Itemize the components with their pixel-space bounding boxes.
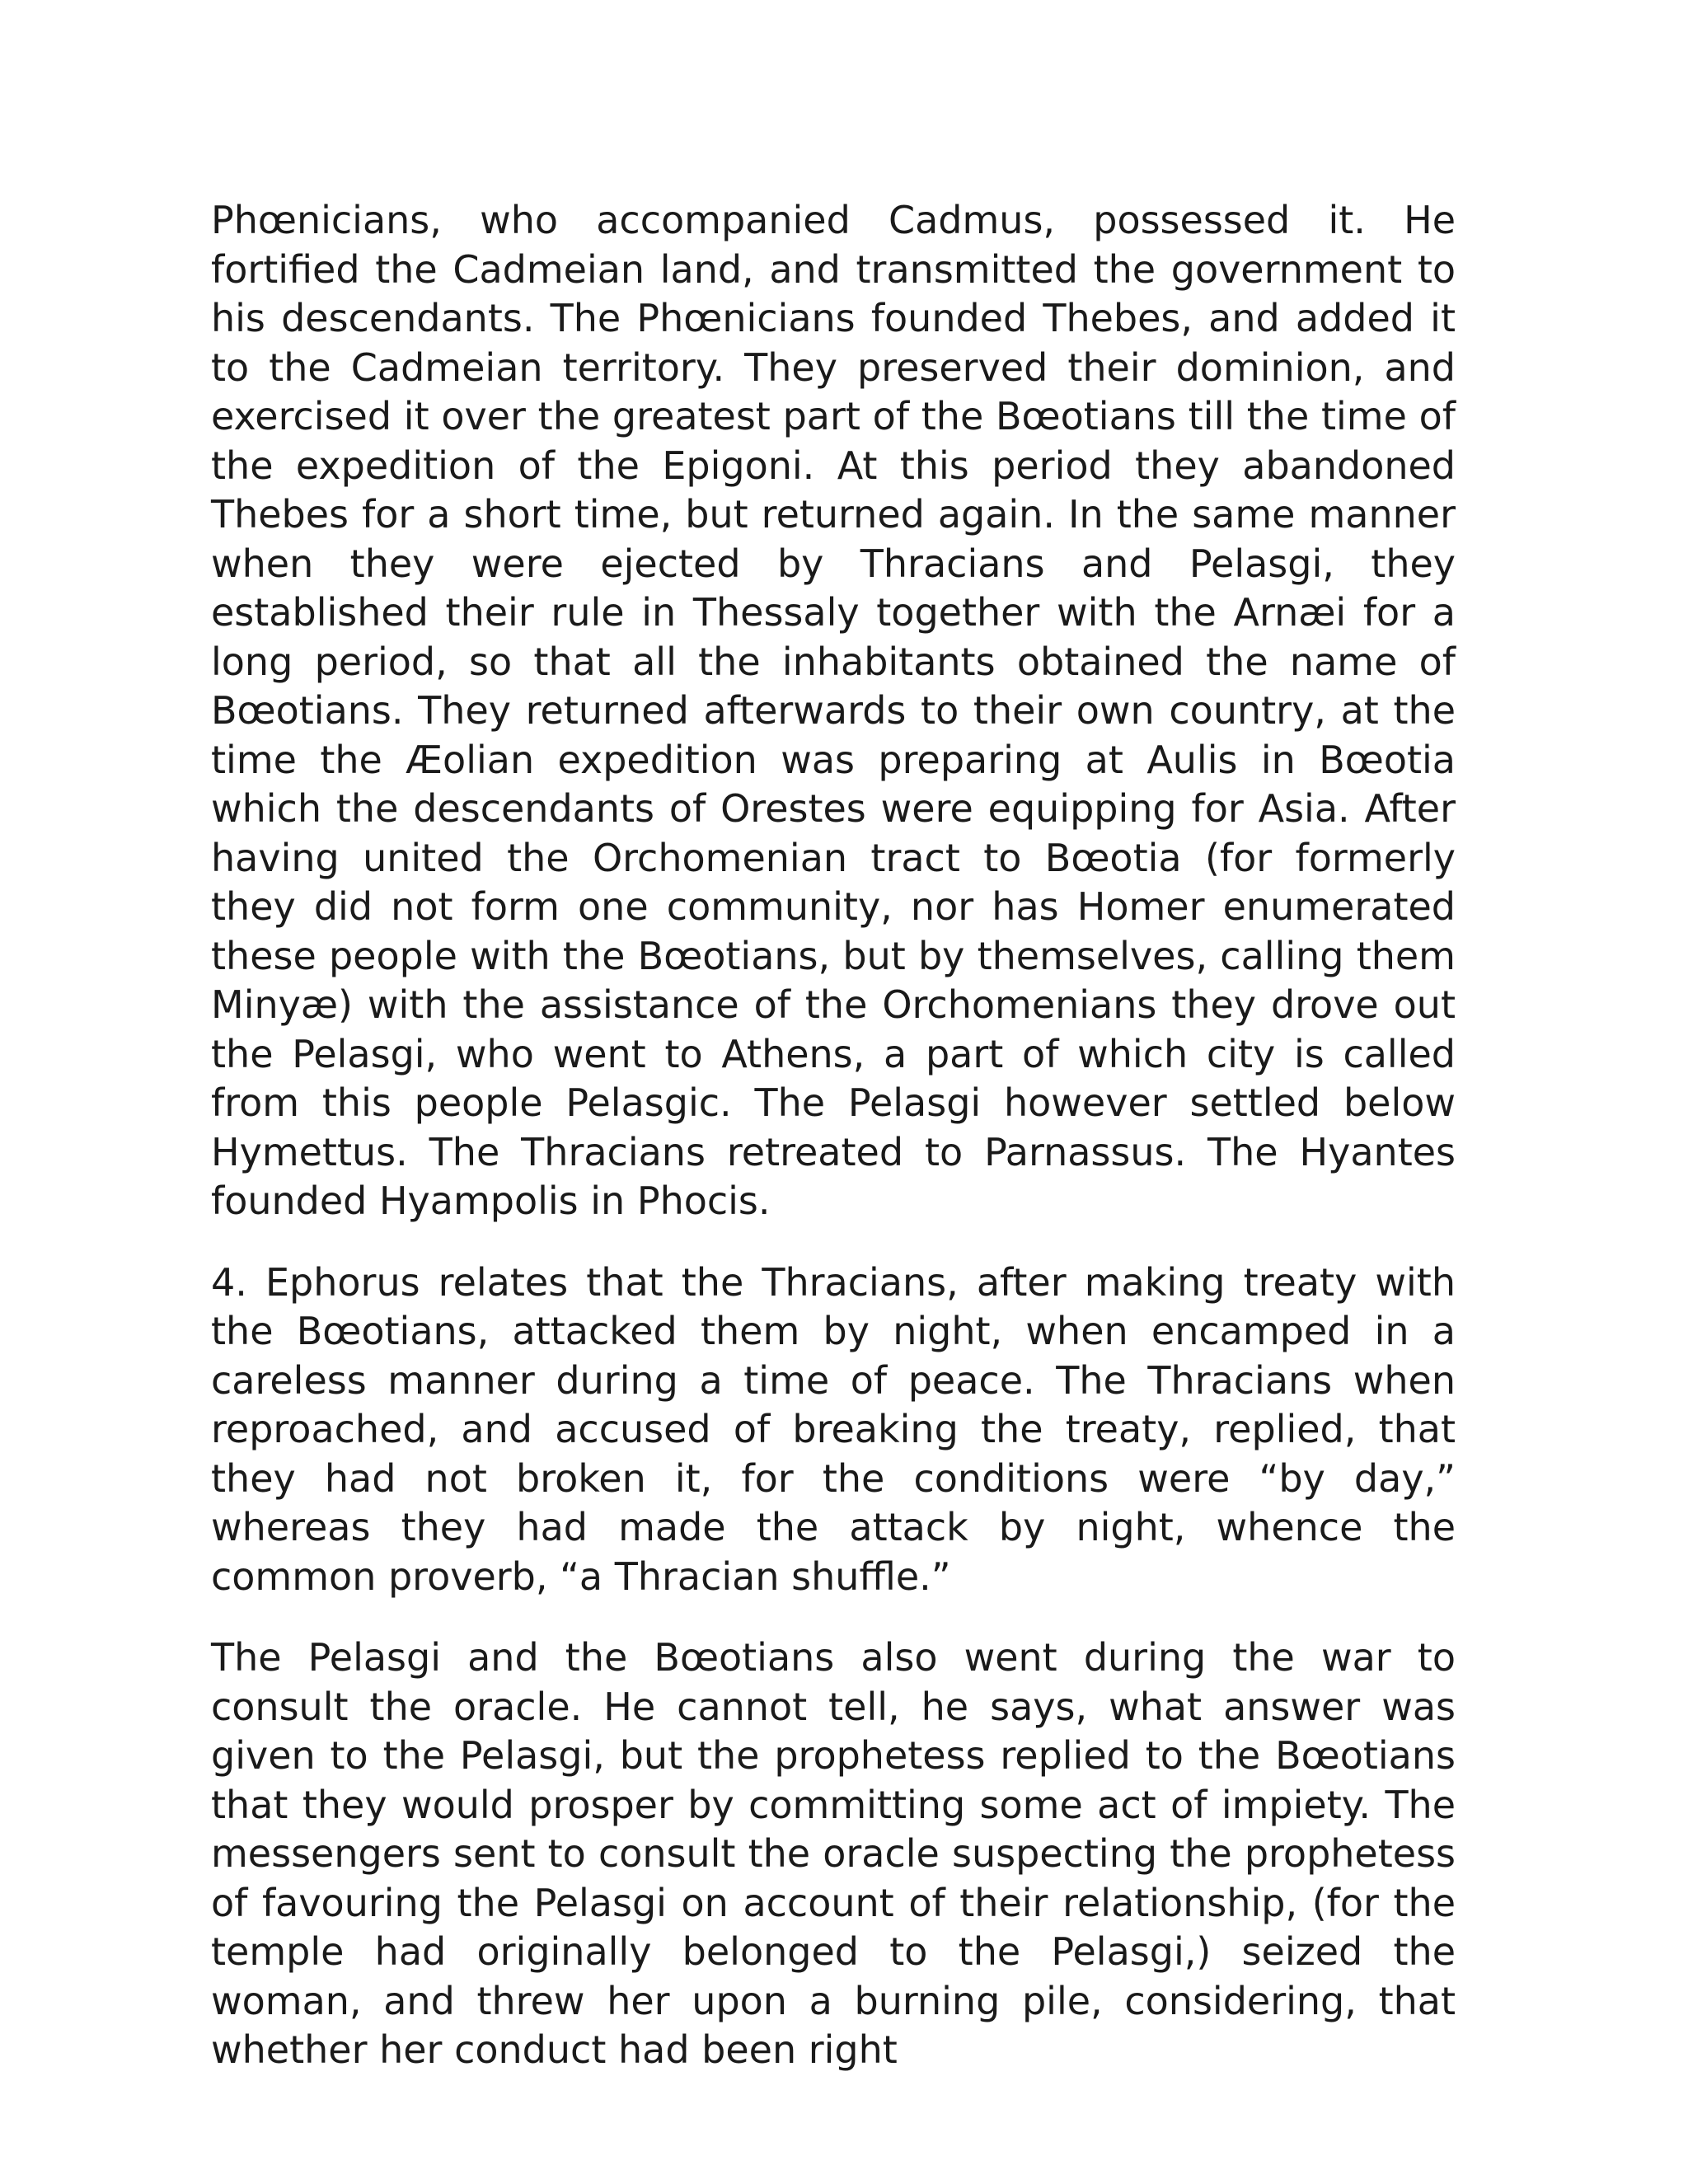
paragraph-2: 4. Ephorus relates that the Thracians, after making treaty with the Bœotians, attacked them by night, when encamped in a careless manner during a time of peace. The Thracians when reproached, and accused of breaking the treaty, replied, that they had not broken it, for the conditions were “by day,” whereas they had made the attack by night, whence the common proverb, “a Thracian shuffle.” bbox=[211, 1259, 1456, 1599]
paragraph-3: The Pelasgi and the Bœotians also went during the war to consult the oracle. He cannot tell, he says, what answer was given to the Pelasgi, but the prophetess replied to the Bœotians that they would prosper by committing some act of impiety. The messengers sent to consult the oracle suspecting the prophetess of favouring the Pelasgi on account of their relationship, (for the temple had originally belonged to the Pelasgi,) seized the woman, and threw her upon a burning pile, considering, that whether her conduct had been right bbox=[211, 1635, 1456, 2072]
paragraph-1: Phœnicians, who accompanied Cadmus, possessed it. He fortified the Cadmeian land, and transmitted the government to his descendants. The Phœnicians founded Thebes, and added it to the Cadmeian territory. They preserved their dominion, and exercised it over the greatest part of the Bœotians till the time of the expedition of the Epigoni. At this period they abandoned Thebes for a short time, but returned again. In the same manner when they were ejected by Thracians and Pelasgi, they established their rule in Thessaly together with the Arnæi for a long period, so that all the inhabitants obtained the name of Bœotians. They returned afterwards to their own country, at the time the Æolian expedition was preparing at Aulis in Bœotia which the descendants of Orestes were equipping for Asia. After having united the Orchomenian tract to Bœotia (for formerly they did not form one community, nor has Homer enumerated these people with the Bœotians, but by themselves, calling them Minyæ) with the assistance of the Orchomenians they drove out the Pelasgi, who went to Athens, a part of which city is called from this people Pelasgic. The Pelasgi however settled below Hymettus. The Thracians retreated to Parnassus. The Hyantes founded Hyampolis in Phocis. bbox=[211, 198, 1456, 1223]
page-body bbox=[211, 196, 1456, 2075]
